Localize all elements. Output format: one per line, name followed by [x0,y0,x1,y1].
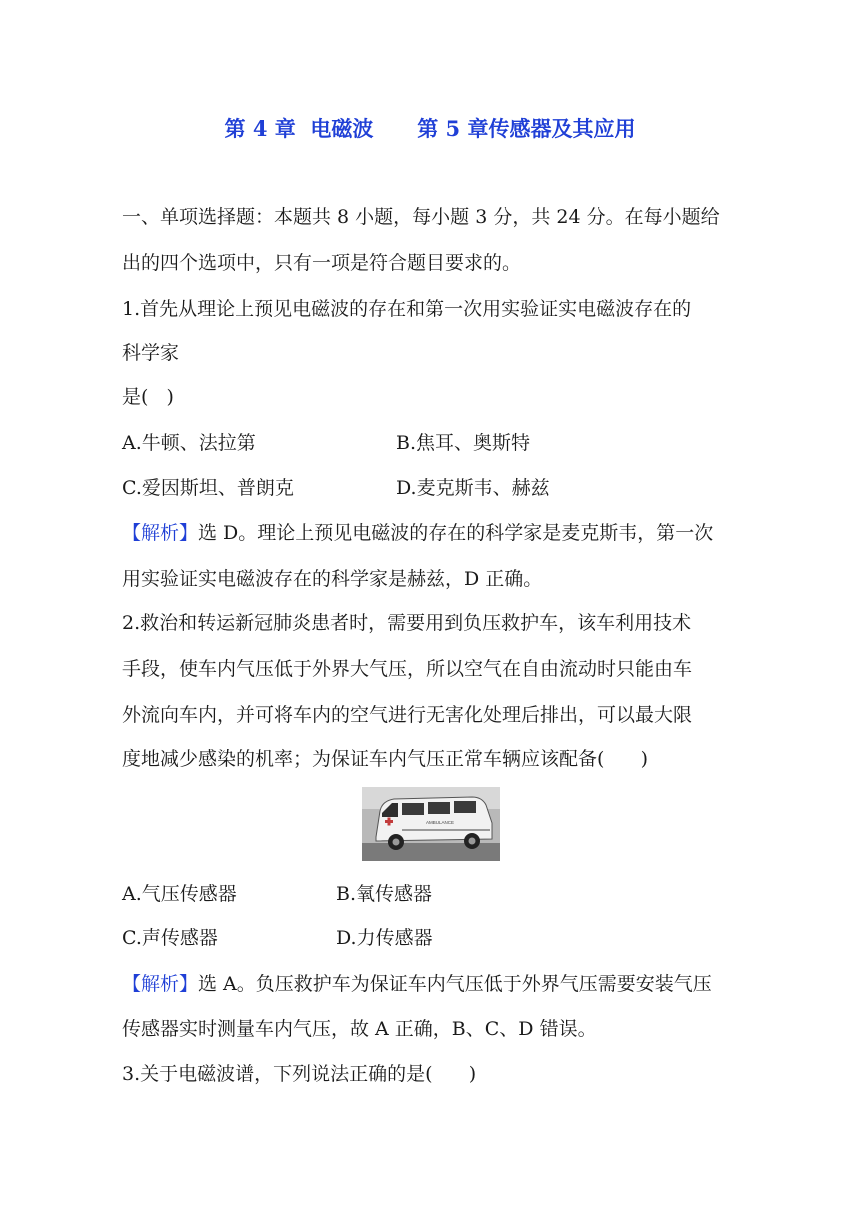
q1-option-b: B.焦耳、奥斯特 [396,432,531,454]
section-heading-line-1: 一、单项选择题：本题共 8 小题，每小题 3 分，共 24 分。在每小题给 [122,206,720,228]
q2-option-c: C.声传感器 [122,927,218,949]
q2-option-b: B.氧传感器 [336,883,433,905]
q1-analysis-tag: 【解析】 [122,522,199,544]
q1-option-d: D.麦克斯韦、赫兹 [396,477,550,499]
q2-stem-line-1: 2.救治和转运新冠肺炎患者时，需要用到负压救护车，该车利用技术 [122,612,692,634]
q2-stem-line-2: 手段，使车内气压低于外界大气压，所以空气在自由流动时只能由车 [122,658,693,680]
q1-analysis-line-2: 用实验证实电磁波存在的科学家是赫兹，D 正确。 [122,568,543,590]
q2-analysis-line-1 [122,972,712,996]
q1-stem-line-3: 是( ) [122,386,174,408]
q2-analysis-line-2: 传感器实时测量车内气压，故 A 正确，B、C、D 错误。 [122,1018,597,1040]
q1-stem-line-2: 科学家 [122,342,180,364]
ambulance-image [362,787,500,861]
q1-option-c: C.爱因斯坦、普朗克 [122,477,294,499]
ambulance-label: AMBULANCE [425,820,455,825]
q1-analysis-line-1 [122,521,713,545]
q3-stem-line-1: 3.关于电磁波谱，下列说法正确的是( ) [122,1063,477,1085]
q1-option-a: A.牛顿、法拉第 [122,432,256,454]
page-title: 第 4 章 电磁波 第 5 章传感器及其应用 [224,116,636,141]
q2-stem-line-3: 外流向车内，并可将车内的空气进行无害化处理后排出，可以最大限 [122,704,693,726]
q2-option-d: D.力传感器 [336,927,433,949]
section-heading-line-2: 出的四个选项中，只有一项是符合题目要求的。 [122,252,522,274]
q2-analysis-tag: 【解析】 [122,973,199,995]
q2-analysis-text: 选 A。负压救护车为保证车内气压低于外界气压需要安装气压 [198,973,712,995]
q1-analysis-text: 选 D。理论上预见电磁波的存在的科学家是麦克斯韦，第一次 [198,522,714,544]
q1-stem-line-1: 1.首先从理论上预见电磁波的存在和第一次用实验证实电磁波存在的 [122,298,692,320]
q2-option-a: A.气压传感器 [122,883,237,905]
q2-stem-line-4: 度地减少感染的机率；为保证车内气压正常车辆应该配备( ) [122,748,649,770]
